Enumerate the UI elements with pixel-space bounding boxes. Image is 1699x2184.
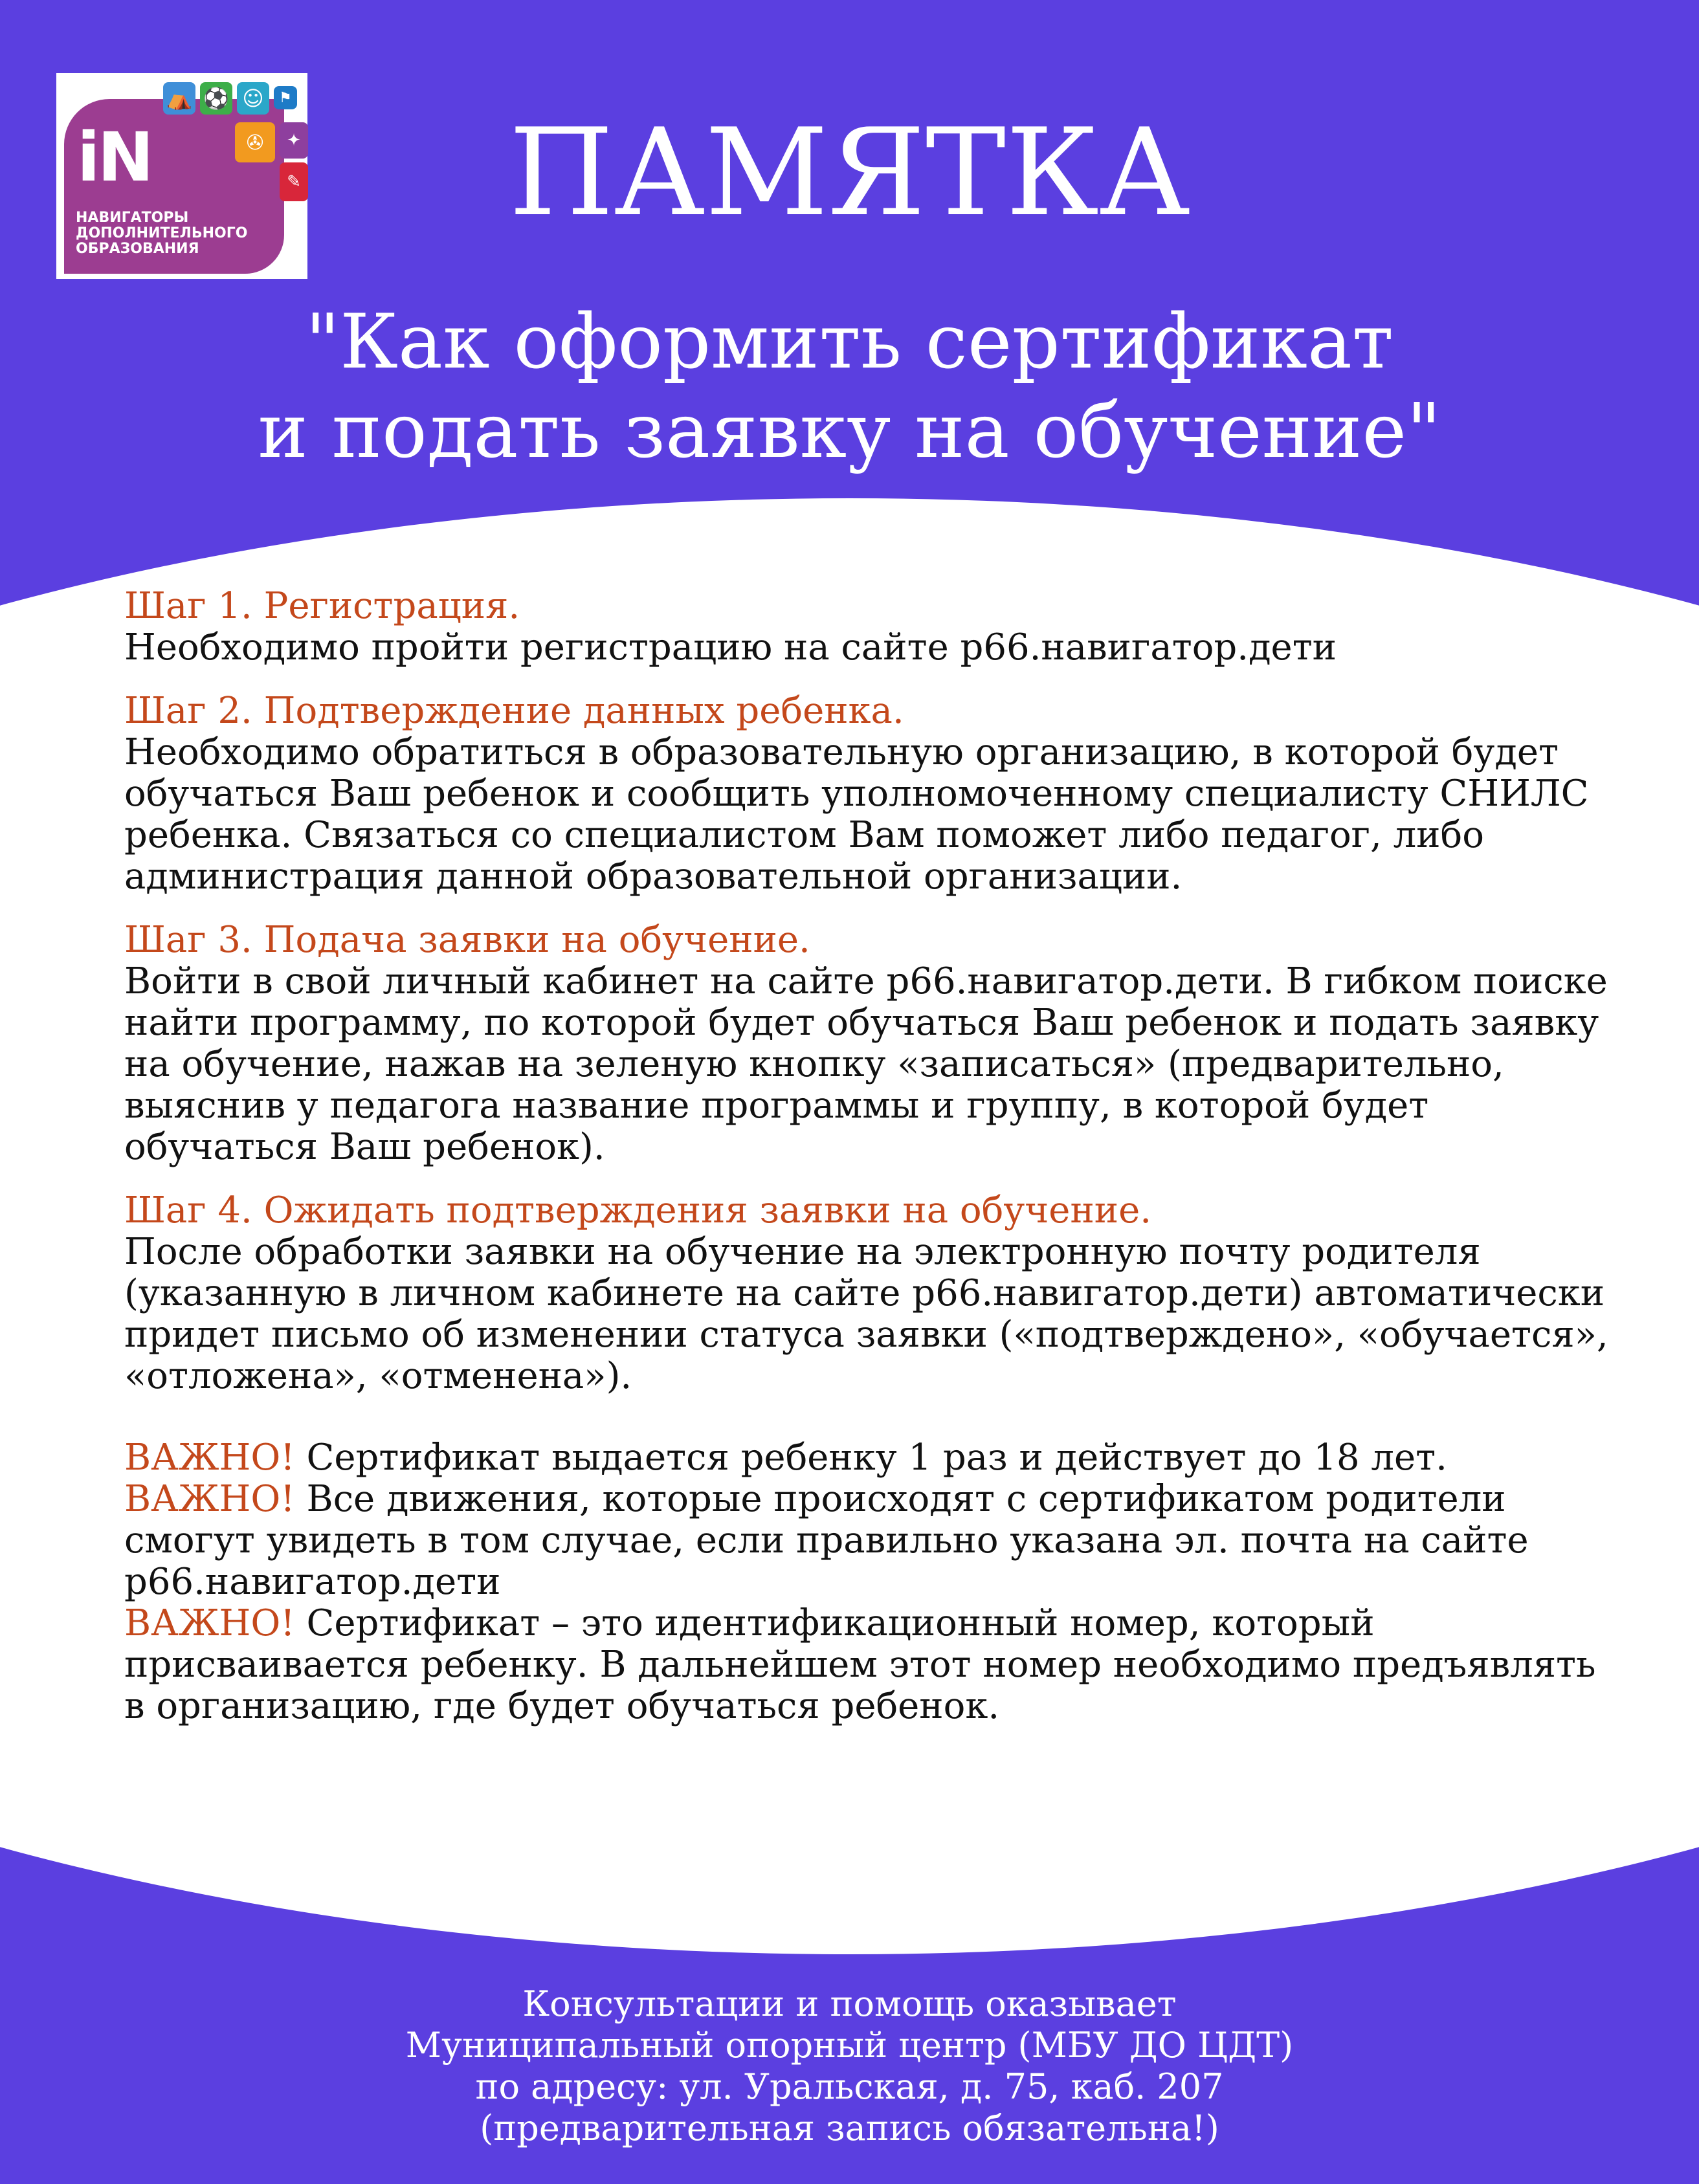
robot-icon: ✦ (280, 122, 308, 159)
step-text: После обработки заявки на обучение на электронную почту родителя (указанную в личном кабинете на сайте р66.навигатор.дети) автоматически придет письмо об изменении статуса заявки («подтверждено», «обучается», «отложена», «отменена»). (124, 1231, 1608, 1397)
important-label: ВАЖНО! (124, 1602, 295, 1644)
important-note (124, 1437, 1613, 1479)
important-note (124, 1603, 1613, 1727)
step-4 (124, 1190, 1613, 1397)
important-text: Все движения, которые происходят с сертификатом родители смогут увидеть в том случае, если правильно указана эл. почта на сайте р66.навигатор.дети (124, 1478, 1529, 1603)
footer-line: Муниципальный опорный центр (МБУ ДО ЦДТ) (405, 2025, 1294, 2066)
footer-line: Консультации и помощь оказывает (522, 1983, 1177, 2024)
footer-line: (предварительная запись обязательна!) (480, 2108, 1219, 2148)
palette-icon: ✎ (280, 162, 308, 201)
ball-icon: ⚽ (200, 82, 232, 115)
hiking-icon: ⛺ (163, 82, 195, 115)
step-heading: Шаг 3. Подача заявки на обучение. (124, 919, 810, 961)
step-1 (124, 586, 1613, 668)
step-text: Необходимо обратиться в образовательную организацию, в которой будет обучаться Ваш ребенок и сообщить уполномоченному специалисту СНИЛС ребенка. Связаться со специалистом Вам поможет либо педагог, либо администрация данной образовательной организации. (124, 731, 1589, 898)
logo-letters: iN (77, 118, 151, 197)
step-3 (124, 920, 1613, 1168)
important-notes (124, 1437, 1613, 1727)
important-text: Сертификат – это идентификационный номер, который присваивается ребенку. В дальнейшем этот номер необходимо предъявлять в организацию, где будет обучаться ребенок. (124, 1602, 1596, 1727)
memo-content (124, 586, 1613, 1727)
footer-line: по адресу: ул. Уральская, д. 75, каб. 207 (475, 2066, 1224, 2107)
logo-caption: НАВИГАТОРЫ ДОПОЛНИТЕЛЬНОГО ОБРАЗОВАНИЯ (76, 210, 248, 257)
important-label: ВАЖНО! (124, 1437, 295, 1479)
important-note (124, 1479, 1613, 1603)
flag-icon: ⚑ (274, 86, 297, 109)
step-2 (124, 690, 1613, 898)
scientist-icon: ☺ (237, 82, 269, 115)
step-text: Необходимо пройти регистрацию на сайте р66.навигатор.дети (124, 626, 1337, 668)
step-heading: Шаг 4. Ожидать подтверждения заявки на обучение. (124, 1189, 1152, 1231)
step-heading: Шаг 2. Подтверждение данных ребенка. (124, 690, 904, 732)
step-text: Войти в свой личный кабинет на сайте р66.навигатор.дети. В гибком поиске найти программу, по которой будет обучаться Ваш ребенок и подать заявку на обучение, нажав на зеленую кнопку «записаться» (предварительно, выяснив у педагога название программы и группу, в которой будет обучаться Ваш ребенок). (124, 960, 1608, 1168)
page-title: ПАМЯТКА (509, 102, 1190, 243)
step-heading: Шаг 1. Регистрация. (124, 585, 520, 627)
important-text: Сертификат выдается ребенку 1 раз и действует до 18 лет. (294, 1437, 1447, 1479)
microscope-icon: ✇ (235, 122, 275, 162)
footer-contact (0, 1983, 1699, 2149)
important-label: ВАЖНО! (124, 1478, 295, 1520)
page-subtitle: "Как оформить сертификат и подать заявку на обучение" (258, 298, 1441, 475)
